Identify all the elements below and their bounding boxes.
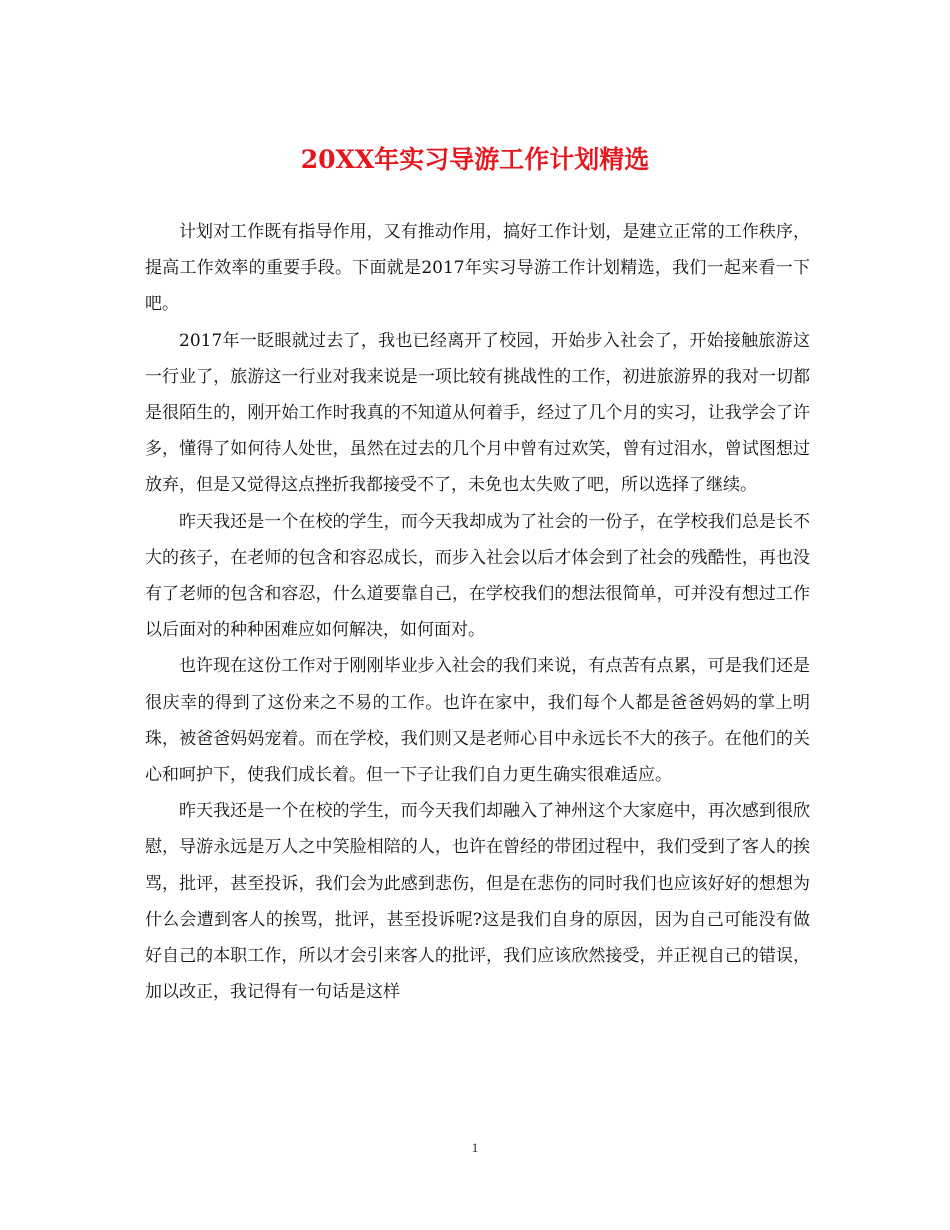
page-number: 1: [471, 1140, 479, 1155]
paragraph: 2017年一眨眼就过去了，我也已经离开了校园，开始步入社会了，开始接触旅游这一行业了，旅游这一行业对我来说是一项比较有挑战性的工作，初进旅游界的我对一切都是很陌生的，刚开始工作时我真的不知道从何着手，经过了几个月的实习，让我学会了许多，懂得了如何待人处世，虽然在过去的几个月中曾有过欢笑，曾有过泪水，曾试图想过放弃，但是又觉得这点挫折我都接受不了，未免也太失败了吧，所以选择了继续。: [145, 330, 810, 496]
paragraph: 计划对工作既有指导作用，又有推动作用，搞好工作计划，是建立正常的工作秩序，提高工作效率的重要手段。下面就是2017年实习导游工作计划精选，我们一起来看一下吧。: [145, 222, 810, 315]
paragraph: 昨天我还是一个在校的学生，而今天我们却融入了神州这个大家庭中，再次感到很欣慰，导游永远是万人之中笑脸相陪的人，也许在曾经的带团过程中，我们受到了客人的挨骂，批评，甚至投诉，我们会为此感到悲伤，但是在悲伤的同时我们也应该好好的想想为什么会遭到客人的挨骂，批评，甚至投诉呢?这是我们自身的原因，因为自己可能没有做好自己的本职工作，所以才会引来客人的批评，我们应该欣然接受，并正视自己的错误，加以改正，我记得有一句话是这样: [145, 801, 810, 1003]
paragraph: 也许现在这份工作对于刚刚毕业步入社会的我们来说，有点苦有点累，可是我们还是很庆幸的得到了这份来之不易的工作。也许在家中，我们每个人都是爸爸妈妈的掌上明珠，被爸爸妈妈宠着。而在学校，我们则又是老师心目中永远长不大的孩子。在他们的关心和呵护下，使我们成长着。但一下子让我们自力更生确实很难适应。: [145, 656, 810, 786]
document-title: 20XX年实习导游工作计划精选: [300, 145, 650, 174]
paragraph: 昨天我还是一个在校的学生，而今天我却成为了社会的一份子，在学校我们总是长不大的孩子，在老师的包含和容忍成长，而步入社会以后才体会到了社会的残酷性，再也没有了老师的包含和容忍，什么道要靠自己，在学校我们的想法很简单，可并没有想过工作以后面对的种种困难应如何解决，如何面对。: [145, 511, 810, 641]
document-body: [145, 214, 810, 1010]
